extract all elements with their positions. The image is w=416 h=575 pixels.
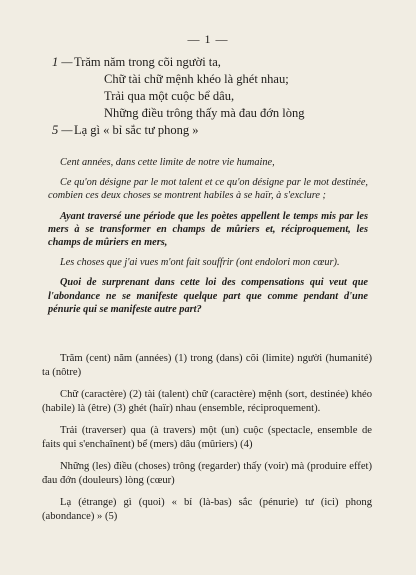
verse-text: Trăm năm trong cõi người ta, xyxy=(74,55,221,69)
verse-line xyxy=(52,88,392,105)
gloss-paragraph: Trăm (cent) năm (années) (1) trong (dans) cõi (limite) người (humanité) ta (nôtre) xyxy=(42,353,372,378)
word-by-word-gloss xyxy=(42,352,372,532)
french-translation xyxy=(48,156,368,323)
translation-paragraph: Les choses que j'ai vues m'ont fait souffrir (ont endolori mon cœur). xyxy=(60,257,340,269)
verse-line xyxy=(52,54,392,71)
page-number: — 1 — xyxy=(187,32,229,46)
translation-paragraph: Quoi de surprenant dans cette loi des compensations qui veut que l'abondance ne se manifeste quelque part que comme pendant d'une pénurie qui se manifeste autre part? xyxy=(48,277,368,315)
gloss-paragraph: Trải (traverser) qua (à travers) một (un) cuộc (spectacle, ensemble de faits qui s'enchaînent) bể (mers) dâu (mûriers) (4) xyxy=(42,425,372,450)
translation-paragraph: Cent années, dans cette limite de notre vie humaine, xyxy=(60,157,275,168)
verse-line xyxy=(52,71,392,88)
verse-text: Lạ gì « bỉ sắc tư phong » xyxy=(74,123,199,137)
verse-text: Trải qua một cuộc bể dâu, xyxy=(104,89,235,103)
translation-paragraph: Ayant traversé une période que les poètes appellent le temps mis par les mers à se transformer en champs de mûriers et, réciproquement, les champs de mûriers en mers, xyxy=(48,210,368,249)
verse-line xyxy=(52,105,392,122)
gloss-paragraph: Lạ (étrange) gì (quoi) « bỉ (là-bas) sắc (pénurie) tư (ici) phong (abondance) » (5) xyxy=(42,497,372,522)
vietnamese-verse xyxy=(52,54,392,139)
verse-text: Chữ tài chữ mệnh khéo là ghét nhau; xyxy=(104,72,289,86)
verse-number: 5 — xyxy=(52,123,73,137)
verse-number: 1 — xyxy=(52,55,73,69)
gloss-paragraph: Chữ (caractère) (2) tài (talent) chữ (caractère) mệnh (sort, destinée) khéo (habile) là (être) (3) ghét (haïr) nhau (ensemble, réciproquement). xyxy=(42,389,372,414)
verse-line xyxy=(52,122,392,139)
gloss-paragraph: Những (les) điều (choses) trông (regarder) thấy (voir) mà (produire effet) đau đớn (douleurs) lòng (cœur) xyxy=(42,461,372,486)
translation-paragraph: Ce qu'on désigne par le mot talent et ce qu'on désigne par le mot destinée, combien ces deux choses se montrent habiles à se haïr, à s'exclure ; xyxy=(48,177,368,202)
verse-text: Những điều trông thấy mà đau đớn lòng xyxy=(104,106,305,120)
